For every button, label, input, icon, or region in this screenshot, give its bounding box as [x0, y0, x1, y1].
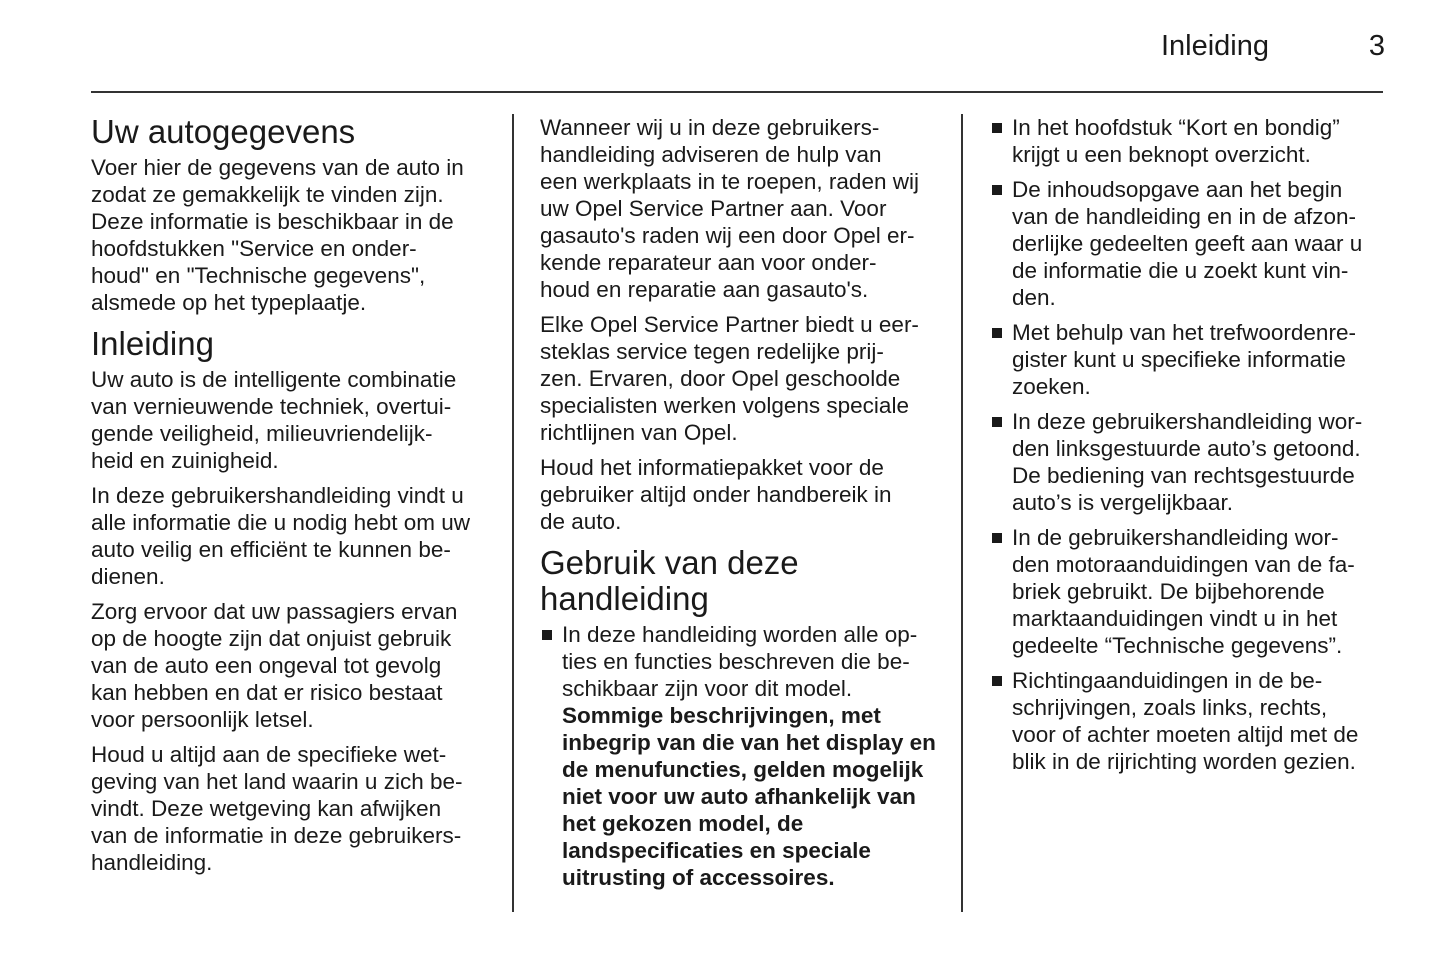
bullet-square-icon [992, 328, 1002, 338]
section-heading [91, 326, 501, 362]
text-line: zodat ze gemakkelijk te vinden zijn. [91, 182, 444, 207]
text-line: geving van het land waarin u zich be- [91, 769, 463, 794]
text-line: niet voor uw auto afhankelijk van [562, 784, 916, 809]
column-1 [91, 114, 501, 884]
text-line: De inhoudsopgave aan het begin [1012, 177, 1343, 202]
text-line: Uw auto is de intelligente combinatie [91, 367, 457, 392]
text-line: Sommige beschrijvingen, met [562, 703, 881, 728]
text-line: gende veiligheid, milieuvriendelijk- [91, 421, 433, 446]
text-line: richtlijnen van Opel. [540, 420, 738, 445]
text-line: gasauto's raden wij een door Opel er- [540, 223, 915, 248]
text-line: In het hoofdstuk “Kort en bondig” [1012, 115, 1340, 140]
text-line: vindt. Deze wetgeving kan afwijken [91, 796, 442, 821]
text-line: van de informatie in deze gebruikers- [91, 823, 462, 848]
bullet-square-icon [992, 676, 1002, 686]
bullet-item [990, 319, 1390, 400]
text-line: ties en functies beschreven die be- [562, 649, 910, 674]
text-line: voor of achter moeten altijd met de [1012, 722, 1359, 747]
text-line: voor persoonlijk letsel. [91, 707, 314, 732]
text-line: houd en reparatie aan gasauto's. [540, 277, 869, 302]
text-line: Houd u altijd aan de specifieke wet- [91, 742, 447, 767]
text-line: In deze gebruikershandleiding wor- [1012, 409, 1363, 434]
text-line: Elke Opel Service Partner biedt u eer- [540, 312, 919, 337]
section-heading [91, 114, 501, 150]
text-line: heid en zuinigheid. [91, 448, 279, 473]
text-line: den. [1012, 285, 1056, 310]
text-line: Houd het informatiepakket voor de [540, 455, 884, 480]
bullet-item [990, 114, 1390, 168]
bullet-item [990, 524, 1390, 659]
text-line: Wanneer wij u in deze gebruikers- [540, 115, 880, 140]
text-line: de informatie die u zoekt kunt vin- [1012, 258, 1349, 283]
bullet-item [540, 621, 945, 891]
text-line: gedeelte “Technische gegevens”. [1012, 633, 1343, 658]
running-header-title: Inleiding [1160, 30, 1269, 62]
bullet-square-icon [992, 417, 1002, 427]
text-line: Voer hier de gegevens van de auto in [91, 155, 464, 180]
text-line: zen. Ervaren, door Opel geschoolde [540, 366, 901, 391]
text-line: kende reparateur aan voor onder- [540, 250, 877, 275]
text-line: krijgt u een beknopt overzicht. [1012, 142, 1311, 167]
text-line: een werkplaats in te roepen, raden wij [540, 169, 919, 194]
text-line: schrijvingen, zoals links, rechts, [1012, 695, 1328, 720]
text-line: den motoraanduidingen van de fa- [1012, 552, 1355, 577]
text-line: gister kunt u specifieke informatie [1012, 347, 1346, 372]
text-line: van de handleiding en in de afzon- [1012, 204, 1357, 229]
text-line: Inleiding [91, 325, 214, 362]
text-line: uitrusting of accessoires. [562, 865, 835, 890]
text-line: auto veilig en efficiënt te kunnen be- [91, 537, 451, 562]
text-line: briek gebruikt. De bijbehorende [1012, 579, 1325, 604]
text-line: houd" en "Technische gegevens", [91, 263, 426, 288]
text-line: de auto. [540, 509, 622, 534]
bullet-square-icon [542, 630, 552, 640]
text-line: In deze handleiding worden alle op- [562, 622, 918, 647]
paragraph [91, 741, 501, 876]
paragraph [91, 154, 501, 316]
text-line: derlijke gedeelten geeft aan waar u [1012, 231, 1363, 256]
text-line: auto’s is vergelijkbaar. [1012, 490, 1233, 515]
text-line: de menufuncties, gelden mogelijk [562, 757, 924, 782]
bullet-square-icon [992, 533, 1002, 543]
bullet-square-icon [992, 123, 1002, 133]
text-line: dienen. [91, 564, 165, 589]
paragraph [91, 366, 501, 474]
text-line: marktaanduidingen vindt u in het [1012, 606, 1338, 631]
text-line: inbegrip van die van het display en [562, 730, 936, 755]
text-line: gebruiker altijd onder handbereik in [540, 482, 892, 507]
paragraph [540, 454, 945, 535]
text-line: op de hoogte zijn dat onjuist gebruik [91, 626, 452, 651]
paragraph [91, 598, 501, 733]
text-line: Uw autogegevens [91, 113, 356, 150]
text-line: specialisten werken volgens speciale [540, 393, 909, 418]
bullet-item [990, 176, 1390, 311]
text-line: van de auto een ongeval tot gevolg [91, 653, 442, 678]
bullet-item [990, 408, 1390, 516]
text-line: In deze gebruikershandleiding vindt u [91, 483, 464, 508]
text-line: steklas service tegen redelijke prij- [540, 339, 884, 364]
column-divider [961, 114, 963, 912]
column-3 [990, 114, 1390, 783]
text-line: kan hebben en dat er risico bestaat [91, 680, 443, 705]
text-line: Zorg ervoor dat uw passagiers ervan [91, 599, 458, 624]
bullet-item [990, 667, 1390, 775]
text-line: Richtingaanduidingen in de be- [1012, 668, 1323, 693]
bullet-square-icon [992, 185, 1002, 195]
text-line: het gekozen model, de [562, 811, 804, 836]
paragraph [91, 482, 501, 590]
paragraph [540, 311, 945, 446]
text-line: blik in de rijrichting worden gezien. [1012, 749, 1356, 774]
text-line: Met behulp van het trefwoordenre- [1012, 320, 1356, 345]
text-line: hoofdstukken "Service en onder- [91, 236, 417, 261]
section-heading [540, 545, 945, 617]
text-line: alsmede op het typeplaatje. [91, 290, 367, 315]
column-2 [540, 114, 945, 899]
header-rule [91, 91, 1383, 93]
text-line: zoeken. [1012, 374, 1091, 399]
text-line: handleiding [540, 580, 709, 617]
text-line: den linksgestuurde auto’s getoond. [1012, 436, 1361, 461]
text-line: handleiding. [91, 850, 213, 875]
text-line: landspecificaties en speciale [562, 838, 871, 863]
text-line: schikbaar zijn voor dit model. [562, 676, 853, 701]
text-line: handleiding adviseren de hulp van [540, 142, 882, 167]
text-line: In de gebruikershandleiding wor- [1012, 525, 1339, 550]
text-line: van vernieuwende techniek, overtui- [91, 394, 452, 419]
column-divider [512, 114, 514, 912]
text-line: Gebruik van deze [540, 544, 799, 581]
text-line: alle informatie die u nodig hebt om uw [91, 510, 470, 535]
page-number: 3 [1368, 30, 1385, 62]
text-line: De bediening van rechtsgestuurde [1012, 463, 1355, 488]
paragraph [540, 114, 945, 303]
text-line: uw Opel Service Partner aan. Voor [540, 196, 887, 221]
text-line: Deze informatie is beschikbaar in de [91, 209, 454, 234]
